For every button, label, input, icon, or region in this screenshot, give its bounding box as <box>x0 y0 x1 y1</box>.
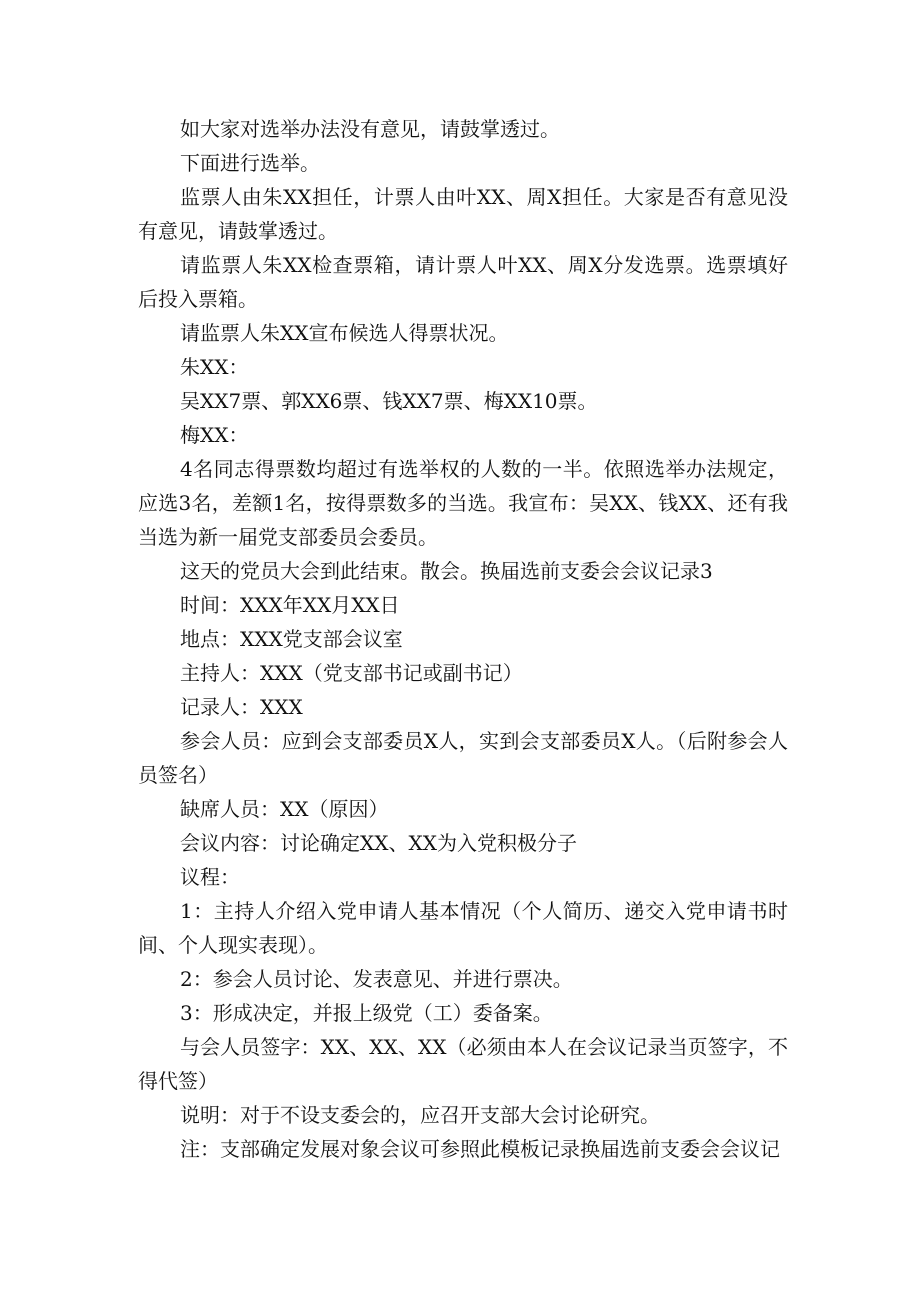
paragraph-23: 说明：对于不设支委会的，应召开支部大会讨论研究。 <box>180 1103 660 1127</box>
document-body <box>138 112 788 1166</box>
paragraph-7: 吴XX7票、郭XX6票、钱XX7票、梅XX10票。 <box>180 389 598 413</box>
paragraph-24: 注：支部确定发展对象会议可参照此模板记录换届选前支委会会议记 <box>180 1137 780 1161</box>
paragraph-2: 下面进行选举。 <box>180 151 320 175</box>
paragraph-14: 记录人：XXX <box>180 695 303 719</box>
paragraph-10: 这天的党员大会到此结束。散会。换届选前支委会会议记录3 <box>180 559 713 583</box>
paragraph-6: 朱XX： <box>180 355 249 379</box>
paragraph-1: 如大家对选举办法没有意见，请鼓掌透过。 <box>180 117 560 141</box>
paragraph-8: 梅XX： <box>180 423 249 447</box>
paragraph-22: 与会人员签字：XX、XX、XX（必须由本人在会议记录当页签字，不得代签） <box>138 1035 788 1093</box>
paragraph-17: 会议内容：讨论确定XX、XX为入党积极分子 <box>180 831 577 855</box>
paragraph-9: 4名同志得票数均超过有选举权的人数的一半。依照选举办法规定，应选3名，差额1名，按得票数多的当选。我宣布：吴XX、钱XX、还有我当选为新一届党支部委员会委员。 <box>138 457 788 549</box>
paragraph-20: 2：参会人员讨论、发表意见、并进行票决。 <box>180 967 573 991</box>
paragraph-19: 1：主持人介绍入党申请人基本情况（个人简历、递交入党申请书时间、个人现实表现）。 <box>138 899 788 957</box>
paragraph-21: 3：形成决定，并报上级党（工）委备案。 <box>180 1001 553 1025</box>
paragraph-3: 监票人由朱XX担任，计票人由叶XX、周X担任。大家是否有意见没有意见，请鼓掌透过。 <box>138 185 788 243</box>
paragraph-11: 时间：XXX年XX月XX日 <box>180 593 400 617</box>
paragraph-5: 请监票人朱XX宣布候选人得票状况。 <box>180 321 509 345</box>
paragraph-15: 参会人员：应到会支部委员X人，实到会支部委员X人。（后附参会人员签名） <box>138 729 788 787</box>
paragraph-12: 地点：XXX党支部会议室 <box>180 627 403 651</box>
paragraph-13: 主持人：XXX（党支部书记或副书记） <box>180 661 523 685</box>
paragraph-16: 缺席人员：XX（原因） <box>180 797 389 821</box>
paragraph-18: 议程： <box>180 865 240 889</box>
paragraph-4: 请监票人朱XX检查票箱，请计票人叶XX、周X分发选票。选票填好后投入票箱。 <box>138 253 788 311</box>
